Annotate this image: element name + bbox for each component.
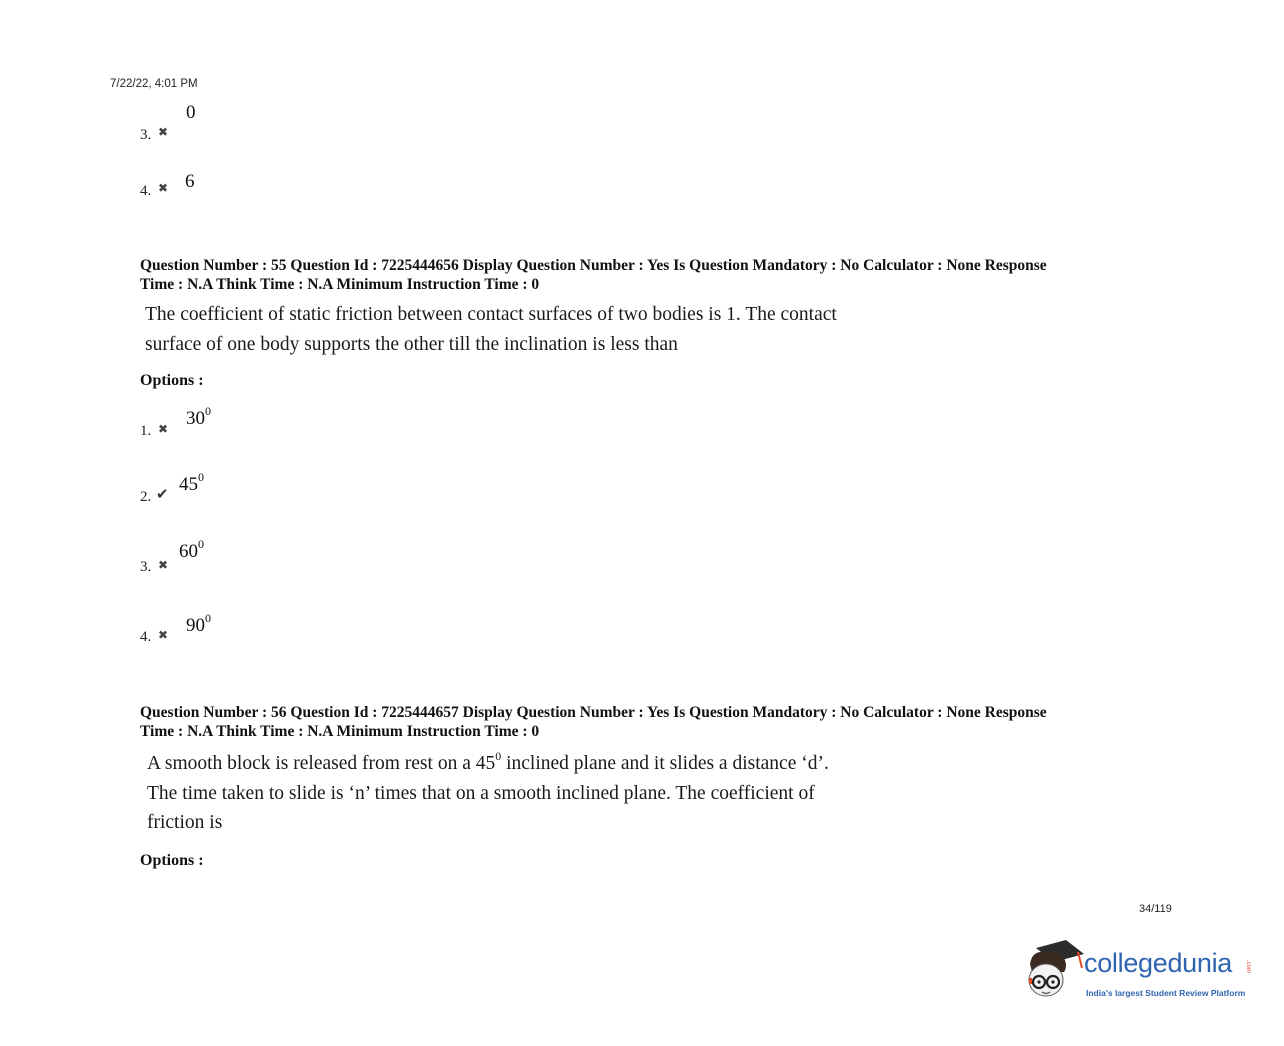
option-value: $30^0$ — [186, 404, 211, 429]
collegedunia-logo — [1022, 938, 1252, 1008]
meta-line-2: Time : N.A Think Time : N.A Minimum Instruction Time : 0 — [140, 276, 540, 293]
cross-icon: ✖ — [158, 181, 169, 195]
cross-icon: ✖ — [158, 558, 169, 572]
option-value: 6 — [185, 171, 195, 192]
print-timestamp: 7/22/22, 4:01 PM — [110, 78, 198, 90]
mascot-icon — [1022, 938, 1084, 1004]
cross-icon: ✖ — [158, 628, 169, 642]
options-label: Options : — [140, 372, 204, 389]
logo-wordmark: collegedunia — [1084, 948, 1233, 978]
option-number: 2. — [140, 489, 152, 505]
question-text-line: The time taken to slide is ‘n’ times that on a smooth inclined plane. The coefficient of — [147, 782, 815, 804]
cross-icon: ✖ — [158, 125, 169, 139]
option-value: $90^0$ — [186, 611, 211, 636]
question-55-meta — [140, 256, 1170, 294]
option-value: $45^0$ — [179, 470, 204, 495]
meta-line-1: Question Number : 56 Question Id : 7225444657 Display Question Number : Yes Is Question Mandatory : No Calculator : None Response — [140, 704, 1047, 721]
option-number: 1. — [140, 423, 152, 439]
question-text-line: friction is — [147, 812, 223, 833]
option-number: 4. — [140, 629, 152, 645]
cross-icon: ✖ — [158, 422, 169, 436]
page-number: 34/119 — [1139, 903, 1172, 915]
question-text-line: The coefficient of static friction between contact surfaces of two bodies is 1. The contact — [145, 304, 837, 325]
prev-option-4 — [140, 182, 151, 200]
question-55-text — [145, 300, 955, 359]
option-number: 3. — [140, 559, 152, 575]
question-56-text — [147, 749, 957, 838]
options-label: Options : — [140, 852, 204, 869]
question-text-line: surface of one body supports the other till the inclination is less than — [145, 333, 678, 355]
option-value: 0 — [186, 102, 196, 123]
option-value: $60^0$ — [179, 537, 204, 562]
option-number: 4. — [140, 183, 152, 199]
logo-tagline: India's largest Student Review Platform — [1086, 988, 1246, 998]
option-number: 3. — [140, 127, 152, 143]
meta-line-1: Question Number : 55 Question Id : 7225444656 Display Question Number : Yes Is Question Mandatory : No Calculator : None Response — [140, 257, 1047, 274]
meta-line-2: Time : N.A Think Time : N.A Minimum Instruction Time : 0 — [140, 723, 540, 740]
logo-suffix: .com — [1245, 960, 1251, 974]
prev-option-3 — [140, 126, 151, 144]
question-56-meta — [140, 703, 1170, 741]
question-text-line: A smooth block is released from rest on a $45^0$ inclined plane and it slides a distance ‘d’. — [147, 749, 829, 774]
check-icon: ✔ — [156, 485, 169, 503]
